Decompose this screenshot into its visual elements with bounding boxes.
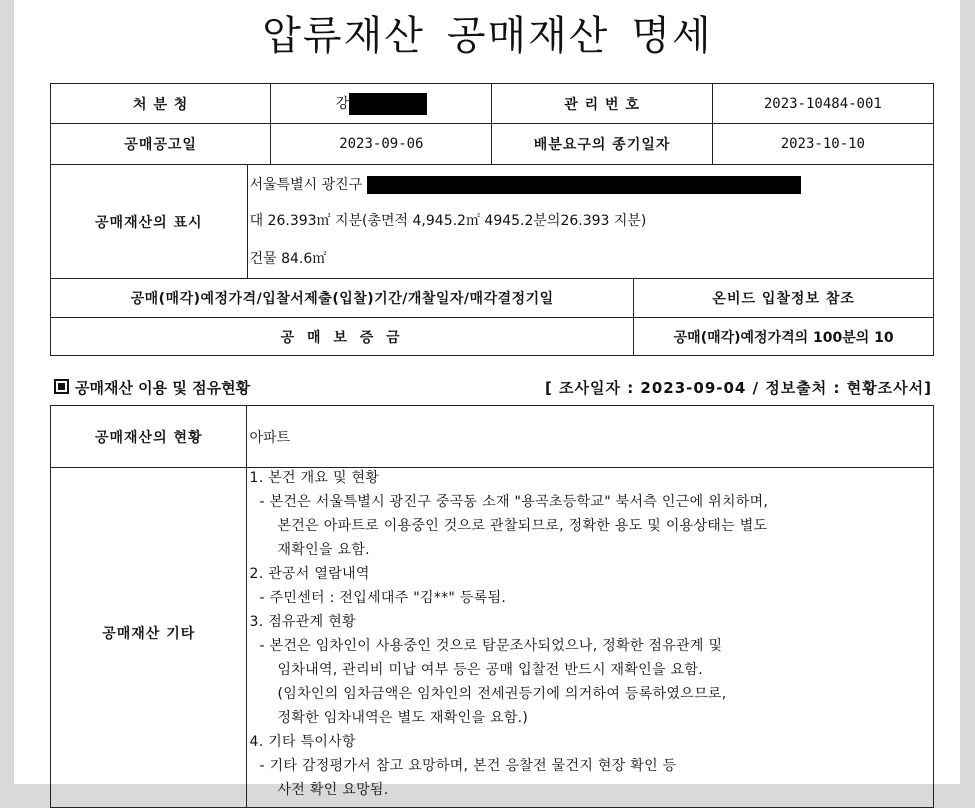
note-line: 임차내역, 관리비 미납 여부 등은 공매 입찰전 반드시 재확인을 요함. [277, 662, 703, 678]
title-part-2: 공매재산 [446, 13, 610, 59]
square-bullet-icon [54, 379, 69, 394]
survey-info: [ 조사일자 : 2023-09-04 / 정보출처 : 현황조사서] [544, 379, 932, 397]
agency-value [271, 84, 492, 124]
document-title [0, 4, 975, 61]
property-line-address [250, 173, 931, 197]
deposit-value: 공매(매각)예정가격의 100분의 10 [634, 318, 934, 356]
note-line: 4. 기타 특이사항 [249, 734, 356, 750]
redaction-block [349, 93, 427, 115]
property-value [247, 165, 933, 279]
property-line-land: 대 26.393㎡ 지분(총면적 4,945.2㎡ 4945.2분의26.393 지분) [249, 212, 647, 229]
notes-list [249, 466, 933, 802]
note-line: 사전 확인 요망됨. [277, 782, 389, 798]
note-line: 2. 관공서 열람내역 [249, 566, 370, 582]
note-line: 3. 점유관계 현황 [249, 614, 356, 630]
note-line: 재확인을 요함. [277, 542, 370, 558]
title-part-3: 명세 [631, 13, 713, 59]
claim-deadline-label: 배분요구의 종기일자 [492, 124, 712, 165]
schedule-value: 온비드 입찰정보 참조 [634, 279, 934, 318]
current-status-value: 아파트 [247, 406, 934, 468]
schedule-label: 공매(매각)예정가격/입찰서제출(입찰)기간/개찰일자/매각결정기일 [51, 279, 634, 318]
agency-value-text: 강 [335, 95, 350, 112]
note-line: 본건은 아파트로 이용중인 것으로 관찰되므로, 정확한 용도 및 이용상태는 별도 [277, 518, 768, 534]
document-page [14, 0, 960, 798]
status-table [50, 405, 934, 808]
note-line: (임차인의 임차금액은 임차인의 전세권등기에 의거하여 등록하였으므로, [277, 686, 727, 702]
note-line: - 본건은 임차인이 사용중인 것으로 탐문조사되었으나, 정확한 점유관계 및 [259, 638, 723, 654]
mgmt-no-label: 관 리 번 호 [492, 84, 712, 124]
property-label: 공매재산의 표시 [51, 165, 248, 279]
address-text: 서울특별시 광진구 [249, 176, 363, 193]
note-line: - 기타 감정평가서 참고 요망하며, 본건 응찰전 물건지 현장 확인 등 [259, 758, 677, 774]
note-line: - 주민센터 : 전입세대주 "김**" 등록됨. [259, 590, 507, 606]
mgmt-no-value: 2023-10484-001 [712, 84, 933, 124]
info-table [50, 83, 934, 165]
claim-deadline-value: 2023-10-10 [712, 124, 933, 165]
deposit-label: 공 매 보 증 금 [51, 318, 634, 356]
section-heading [54, 377, 932, 399]
note-line: 1. 본건 개요 및 현황 [249, 470, 380, 486]
other-label: 공매재산 기타 [51, 468, 247, 808]
note-line: 정확한 임차내역은 별도 재확인을 요함.) [277, 710, 529, 726]
title-part-1: 압류재산 [262, 13, 425, 59]
property-table [50, 164, 934, 279]
redaction-block [367, 176, 801, 194]
property-line-building: 건물 84.6㎡ [249, 250, 327, 267]
notice-date-value: 2023-09-06 [271, 124, 492, 165]
schedule-table [50, 278, 934, 356]
note-line: - 본건은 서울특별시 광진구 중곡동 소재 "용곡초등학교" 북서측 인근에 위치하며, [259, 494, 769, 510]
agency-label: 처 분 청 [51, 84, 271, 124]
current-status-label: 공매재산의 현황 [51, 406, 247, 468]
other-notes [247, 468, 934, 808]
section-title [54, 377, 250, 398]
notice-date-label: 공매공고일 [51, 124, 271, 165]
section-title-text: 공매재산 이용 및 점유현황 [75, 379, 251, 397]
